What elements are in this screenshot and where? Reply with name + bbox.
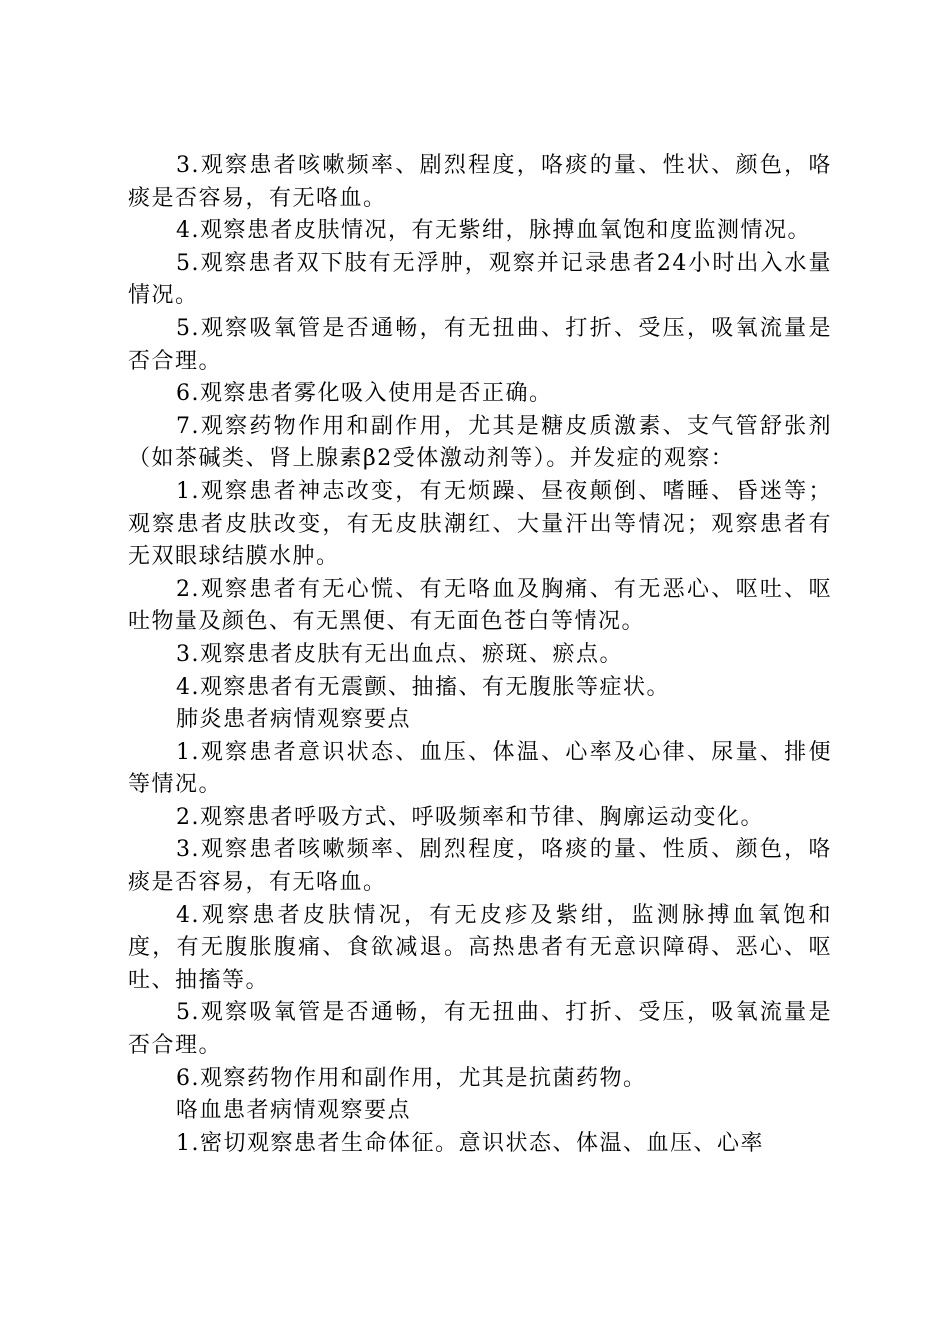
paragraph: 3.观察患者咳嗽频率、剧烈程度，咯痰的量、性状、颜色，咯痰是否容易，有无咯血。: [128, 153, 832, 211]
paragraph: 4.观察患者皮肤情况，有无皮疹及紫绀，监测脉搏血氧饱和度，有无腹胀腹痛、食欲减退。高热患者有无意识障碍、恶心、呕吐、抽搐等。: [128, 902, 832, 993]
section-heading: 咯血患者病情观察要点: [176, 1098, 412, 1124]
paragraph: 5.观察吸氧管是否通畅，有无扭曲、打折、受压，吸氧流量是否合理。: [128, 1000, 832, 1059]
paragraph: 4.观察患者有无震颤、抽搐、有无腹胀等症状。: [176, 674, 670, 700]
paragraph: 2.观察患者有无心慌、有无咯血及胸痛、有无恶心、呕吐、呕吐物量及颜色、有无黑便、有无面色苍白等情况。: [128, 576, 832, 635]
paragraph: 5.观察吸氧管是否通畅，有无扭曲、打折、受压，吸氧流量是否合理。: [128, 315, 832, 374]
document-body: [128, 150, 832, 1160]
paragraph: 1.密切观察患者生命体征。意识状态、体温、血压、心率: [176, 1130, 764, 1156]
paragraph: 3.观察患者皮肤有无出血点、瘀斑、瘀点。: [176, 641, 623, 667]
section-heading: 肺炎患者病情观察要点: [176, 707, 412, 733]
paragraph: 4.观察患者皮肤情况，有无紫绀，脉搏血氧饱和度监测情况。: [176, 218, 811, 244]
paragraph: 1.观察患者神志改变，有无烦躁、昼夜颠倒、嗜睡、昏迷等；观察患者皮肤改变，有无皮肤潮红、大量汗出等情况；观察患者有无双眼球结膜水肿。: [128, 478, 832, 570]
paragraph: 2.观察患者呼吸方式、呼吸频率和节律、胸廓运动变化。: [176, 804, 764, 830]
paragraph: 1.观察患者意识状态、血压、体温、心率及心律、尿量、排便等情况。: [128, 739, 832, 798]
paragraph: 7.观察药物作用和副作用，尤其是糖皮质激素、支气管舒张剂（如茶碱类、肾上腺素β2受体激动剂等）。并发症的观察：: [128, 413, 832, 472]
paragraph: 3.观察患者咳嗽频率、剧烈程度，咯痰的量、性质、颜色，咯痰是否容易，有无咯血。: [128, 837, 832, 896]
paragraph: 6.观察患者雾化吸入使用是否正确。: [176, 381, 553, 407]
paragraph: 5.观察患者双下肢有无浮肿，观察并记录患者24小时出入水量情况。: [128, 250, 832, 309]
paragraph: 6.观察药物作用和副作用，尤其是抗菌药物。: [176, 1065, 647, 1091]
